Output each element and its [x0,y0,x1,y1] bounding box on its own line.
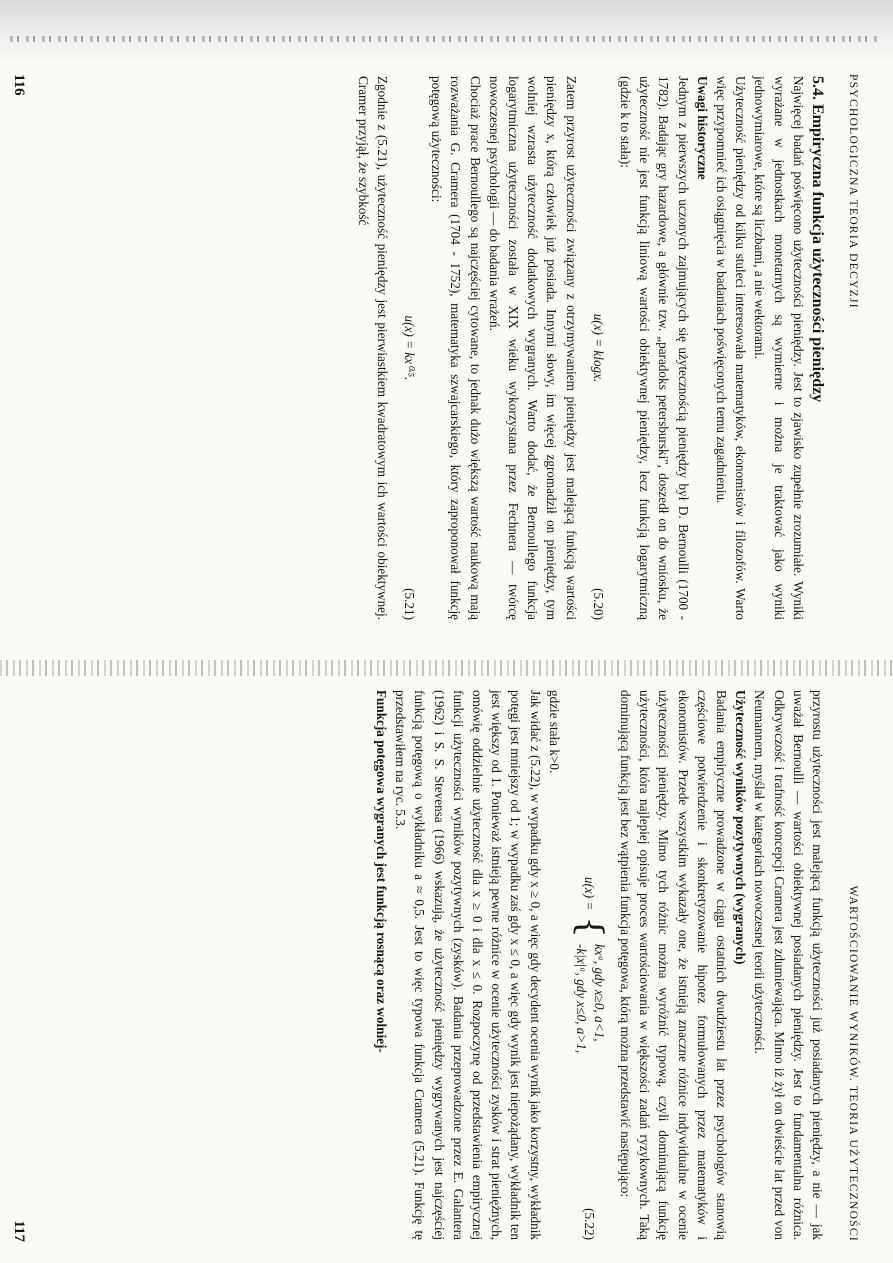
where-line: gdzie stała k>0. [546,690,562,774]
research-paragraph: Badania empiryczne prowadzone w ciągu ostatnich dwudziestu lat przez psychologów stanowią częściowe potwierdzenie i skonkretyzowanie hipotez formułowanych przez matematyków i ekonomistów. Przede wszystkim wykazały one, że istnieją znaczne różnice indywidualne w ocenie użyteczności pieniędzy. Mimo tych różnic można wyróżnić typową, czyli dominującą funkcję użyteczności, która najlepiej opisuje proces wartościowania w większości zadań ryzykownych. Taką dominującą funkcją jest bez wątpienia funkcja potęgowa, którą można przedstawić następująco: [617,690,729,1240]
formula-5-22-cases [572,944,608,1053]
subhead-positive-outcomes: Użyteczność wyników pozytywnych (wygranych) [733,690,749,965]
formula-5-22 [569,690,610,1240]
book-fold [0,660,893,676]
second-paragraph: Użyteczność pieniędzy od kilku stuleci interesowała matematyków, ekonomistów i filozofów. Warto więc przypomnieć ich osiągnięcia w badaniach poświęconych temu zagadnieniu. [713,76,749,620]
historical-paragraph: Jednym z pierwszych uczonych zajmujących się użytecznością pieniędzy był D. Bernoulli (1700 - 1782). Badając gry hazardowe, a głównie tzw. „paradoks petersburski", doszedł on do wniosku, że użyteczność nie jest funkcją liniową wartości obiektywnej pieniędzy, lecz funkcją logarytmiczną (gdzie k to stała): [617,76,691,620]
formula-5-22-case-negative: -k|x|ᵃ, gdy x≤0, a>1, [573,943,589,1054]
text-column-left [353,76,827,620]
page-116 [0,66,893,630]
cramer-paragraph: Chociaż prace Bernoullego są najczęściej cytowane, to jednak dużo większą wartość naukową mają rozważania G. Cramera (1704 - 1752), matematyka szwajcarskiego, który zaproponował funkcję potęgową użyteczności: [429,76,483,620]
brace-icon: { [569,916,610,938]
after-5-20-paragraph: Zatem przyrost użyteczności związany z otrzymywaniem pieniędzy jest malejącą funkcją wartości pieniędzy x, którą człowiek już posiada. Innymi słowy, im więcej zgromadził on pieniędzy, tym wolniej wzrasta użyteczność dodatkowych wygranych. Warto dodać, że Bernoullego funkcja logarytmiczna użyteczności została w XIX wieku wykorzystana przez Fechnera — twórcę nowoczesnej psychologii — do badania wrażeń. [486,76,579,620]
formula-5-22-lhs: u(x) = [582,876,598,911]
formula-5-20-number: (5.20) [590,588,606,620]
subhead-historical: Uwagi historyczne [694,76,710,180]
scan-shadow-top [0,0,893,64]
last-line: Funkcja potęgowa wygranych jest funkcją rosnącą oraz wolniej- [373,690,389,1053]
running-head-right: WARTOŚCIOWANIE WYNIKÓW. TEORIA UŻYTECZNOŚCI [847,885,859,1242]
page-number-left: 116 [11,74,27,96]
formula-5-21 [400,76,419,620]
page-number-right: 117 [11,1220,27,1242]
formula-5-20-body: u(x) = klogx. [590,313,606,383]
section-title: 5.4. Empiryczna funkcja użyteczności pieniędzy [809,76,826,403]
formula-5-21-body: u(x) = kx⁰·⁵. [401,315,417,381]
analysis-paragraph: Jak widać z (5.22), w wypadku gdy x ≥ 0, a więc gdy decydent ocenia wynik jako korzystny, wykładnik potęgi jest mniejszy od 1; w wypadku zaś gdy x ≤ 0, a więc gdy wynik jest niepożądany, wykładnik ten jest większy od 1. Ponieważ istnieją pewne różnice w ocenie użyteczności zysków i strat pieniężnych, omówię oddzielnie użyteczność dla x ≥ 0 i dla x ≤ 0. Rozpoczynę od przedstawienia empirycznej funkcji użyteczności wyników pozytywnych (zysków). Badania przeprowadzone przez E. Galantera (1962) i S. S. Stevensa (1966) wskazują, że użyteczność pieniędzy wygrywanych jest najczęściej funkcją potęgową o wykładniku a ≈ 0,5. Jest to więc typowa funkcja Cramera (5.21). Funkcję tę przedstawiłem na ryc. 5.3. [393,690,543,1240]
formula-5-22-number: (5.22) [582,1208,598,1240]
text-column-right [372,690,827,1240]
continuation-paragraph: przyrostu użyteczności jest malejącą funkcją użyteczności już posiadanych pieniędzy, a nie — jak uważał Bernoulli — wartości obiektywnej posiadanych pieniędzy. Jest to fundamentalna różnica. Odkrywczość i trafność koncepcji Cramera jest zdumiewająca. Mimo iż żył on dwieście lat przed von Neumannem, myślał w kategoriach nowoczesnej teorii użyteczności. [752,690,825,1240]
after-5-21-paragraph: Zgodnie z (5.21), użyteczność pieniędzy jest pierwiastkiem kwadratowym ich wartości obiektywnej. Cramer przyjął, że szybkość [355,76,390,620]
intro-paragraph: Najwięcej badań poświęcono użyteczności pieniędzy. Jest to zjawisko zupełnie zrozumiałe. Wyniki wyrażane w jednostkach monetarnych są wymierne i można je traktować jako wyniki jednowymiarowe, które są liczbami, a nie wektorami. [752,76,806,620]
formula-5-22-case-positive: kxᵃ, gdy x≥0, a<1, [591,943,607,1042]
formula-5-20 [589,76,608,620]
scan-artifact-top [10,36,880,42]
running-head-left: PSYCHOLOGICZNA TEORIA DECYZJI [847,74,859,309]
formula-5-21-number: (5.21) [401,588,417,620]
page-117 [0,680,893,1250]
